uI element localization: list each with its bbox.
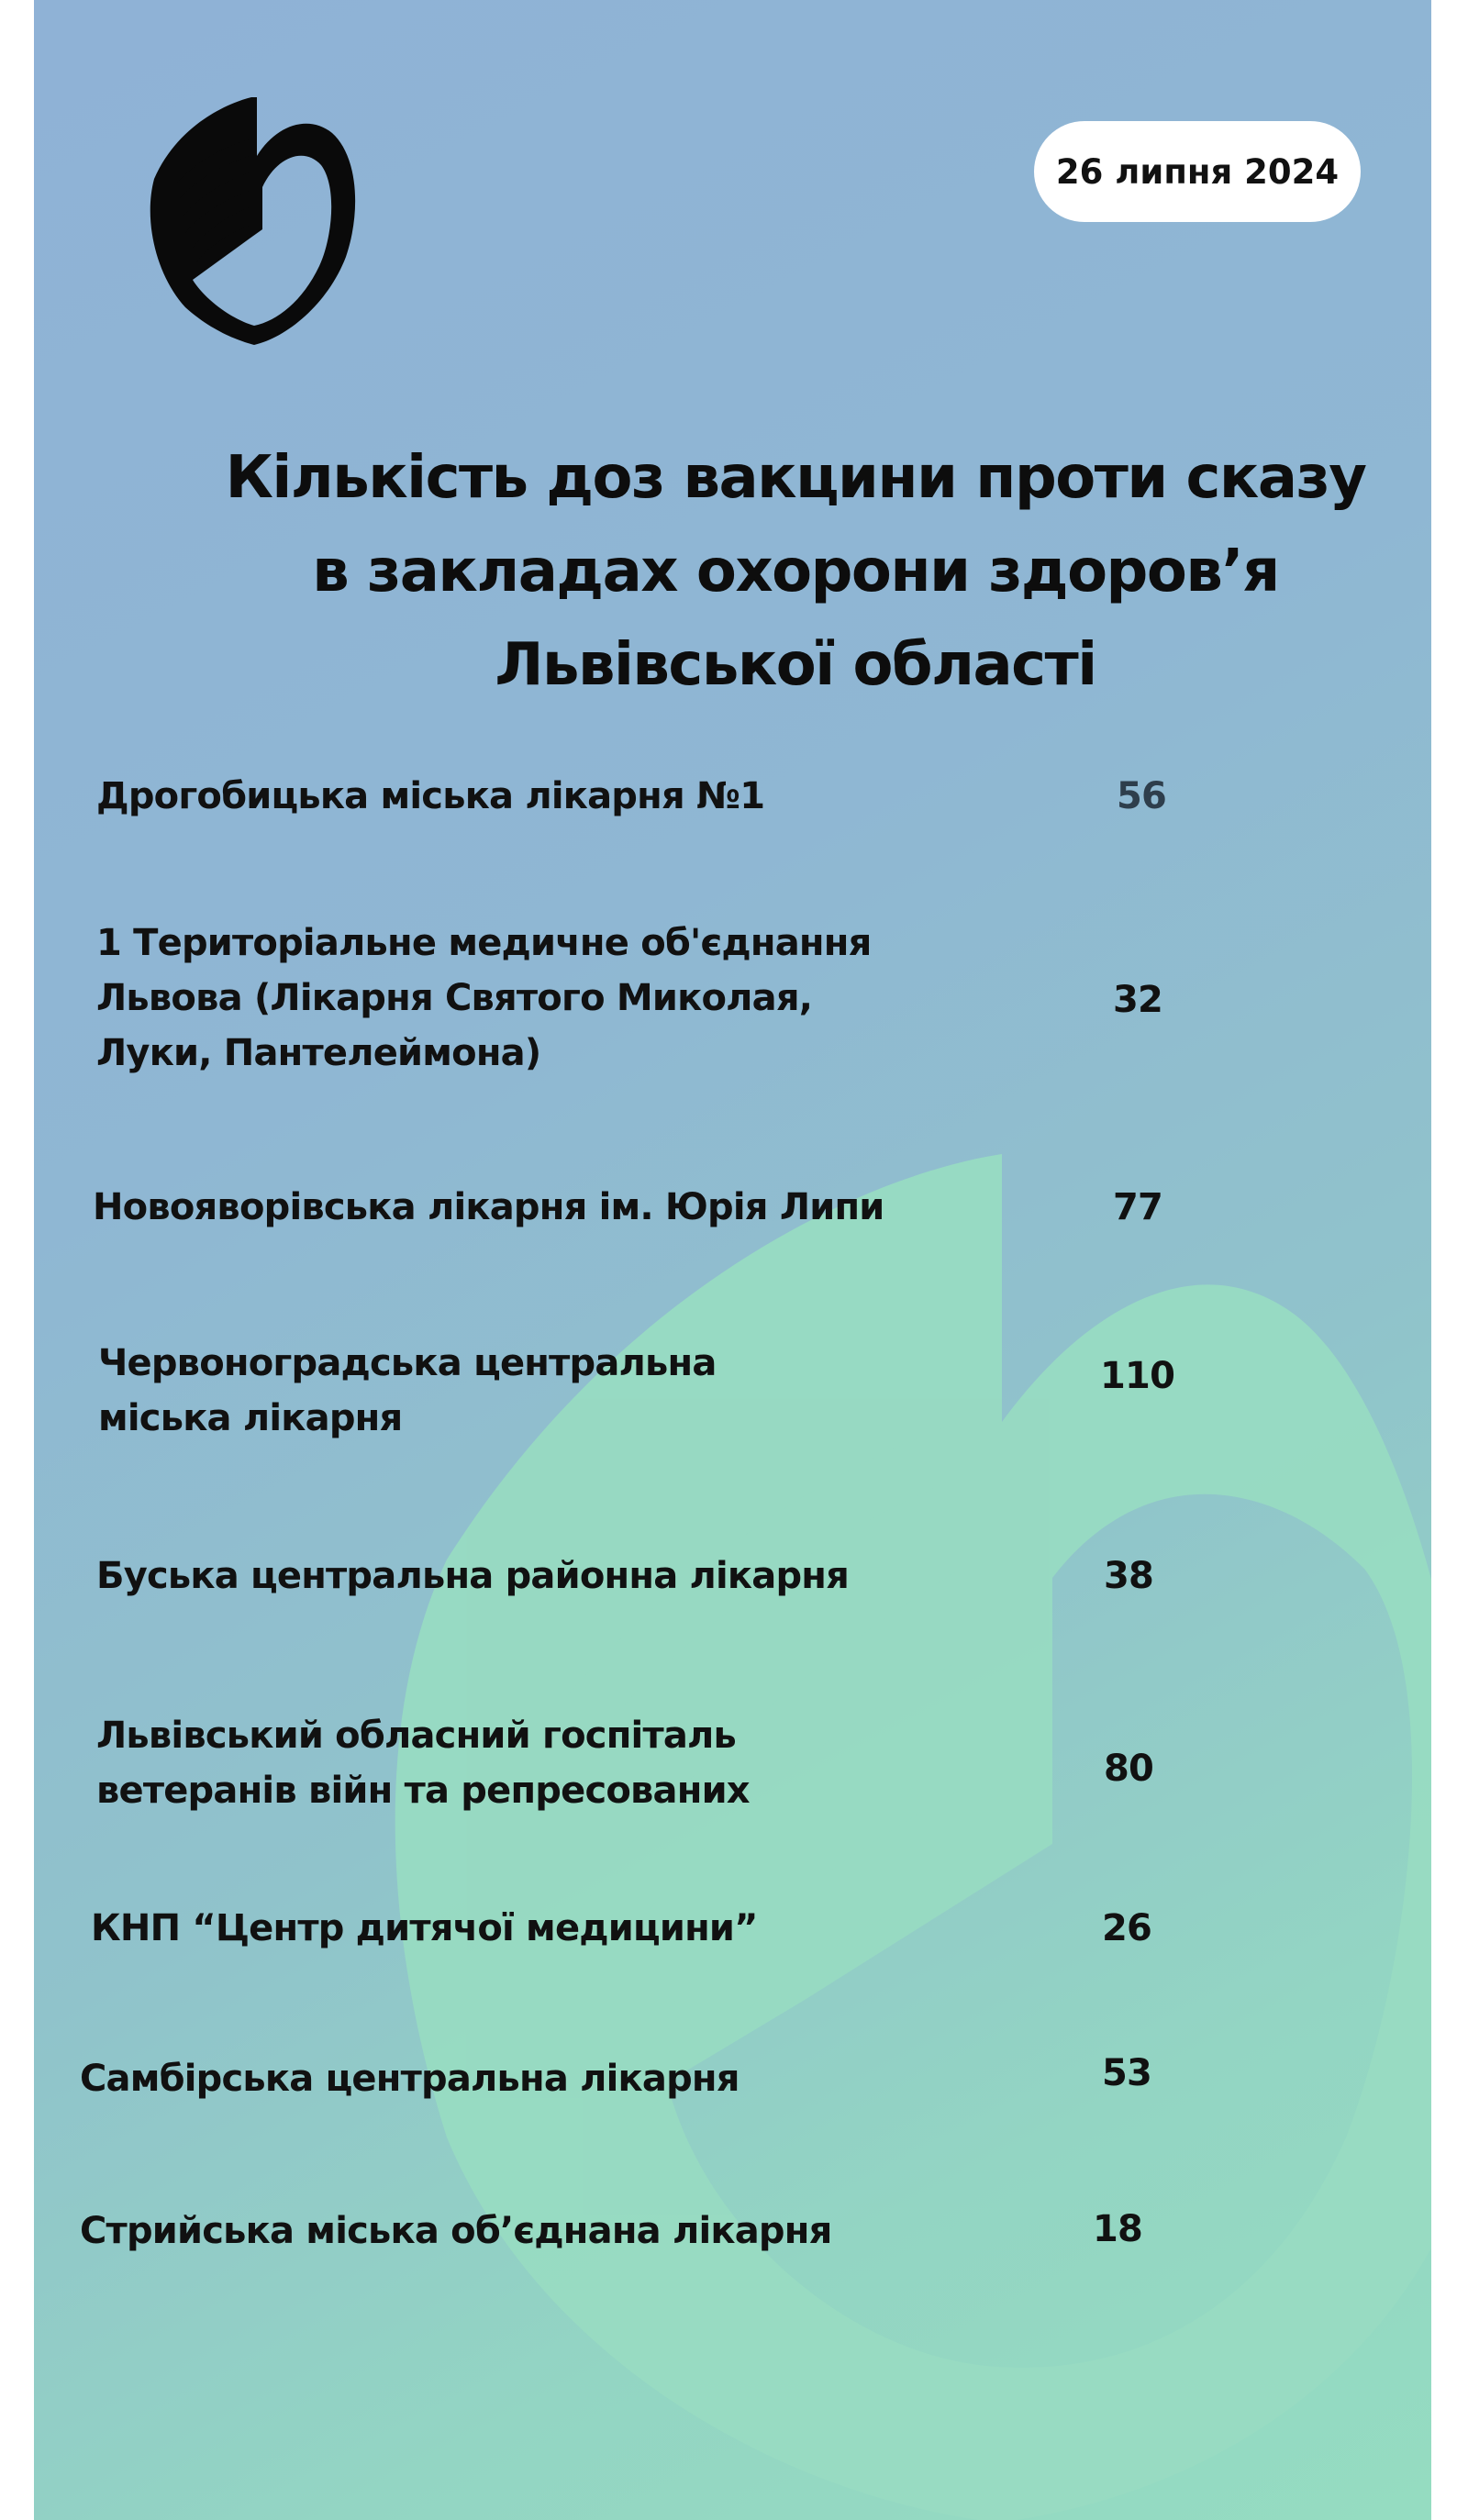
dose-count: 56 bbox=[1117, 775, 1167, 817]
dose-count: 110 bbox=[1100, 1355, 1175, 1397]
infographic-card bbox=[34, 0, 1431, 2520]
dose-count: 38 bbox=[1104, 1555, 1154, 1597]
dose-count: 26 bbox=[1102, 1907, 1152, 1949]
dose-count: 80 bbox=[1104, 1748, 1154, 1790]
hospital-name: Новояворівська лікарня ім. Юрія Липи bbox=[93, 1186, 884, 1228]
page-title bbox=[126, 431, 1431, 712]
dose-count: 18 bbox=[1093, 2208, 1143, 2250]
dose-count: 77 bbox=[1113, 1186, 1163, 1228]
title-line-1: Кількість доз вакцини проти сказу bbox=[225, 444, 1366, 512]
hospital-name: Червоноградська центральна міська лікарня bbox=[98, 1342, 717, 1439]
hospital-name: 1 Територіальне медичне об'єднання Львова (Лікарня Святого Миколая, Луки, Пантелеймона) bbox=[96, 922, 872, 1074]
hospital-name: КНП “Центр дитячої медицини” bbox=[91, 1907, 758, 1949]
dose-count: 32 bbox=[1113, 979, 1163, 1021]
shield-heart-logo-icon bbox=[149, 92, 360, 349]
hospital-name: Буська центральна районна лікарня bbox=[96, 1555, 850, 1597]
hospital-name: Львівський обласний госпіталь ветеранів війн та репресованих bbox=[96, 1715, 750, 1812]
title-line-2: в закладах охорони здоров’я bbox=[312, 538, 1279, 605]
date-badge: 26 липня 2024 bbox=[1034, 121, 1361, 222]
title-line-3: Львівської області bbox=[495, 631, 1096, 699]
hospital-name: Дрогобицька міська лікарня №1 bbox=[96, 775, 765, 817]
hospital-name: Стрийська міська об’єднана лікарня bbox=[80, 2210, 832, 2252]
dose-count: 53 bbox=[1102, 2052, 1152, 2094]
hospital-name: Самбірська центральна лікарня bbox=[80, 2058, 740, 2100]
